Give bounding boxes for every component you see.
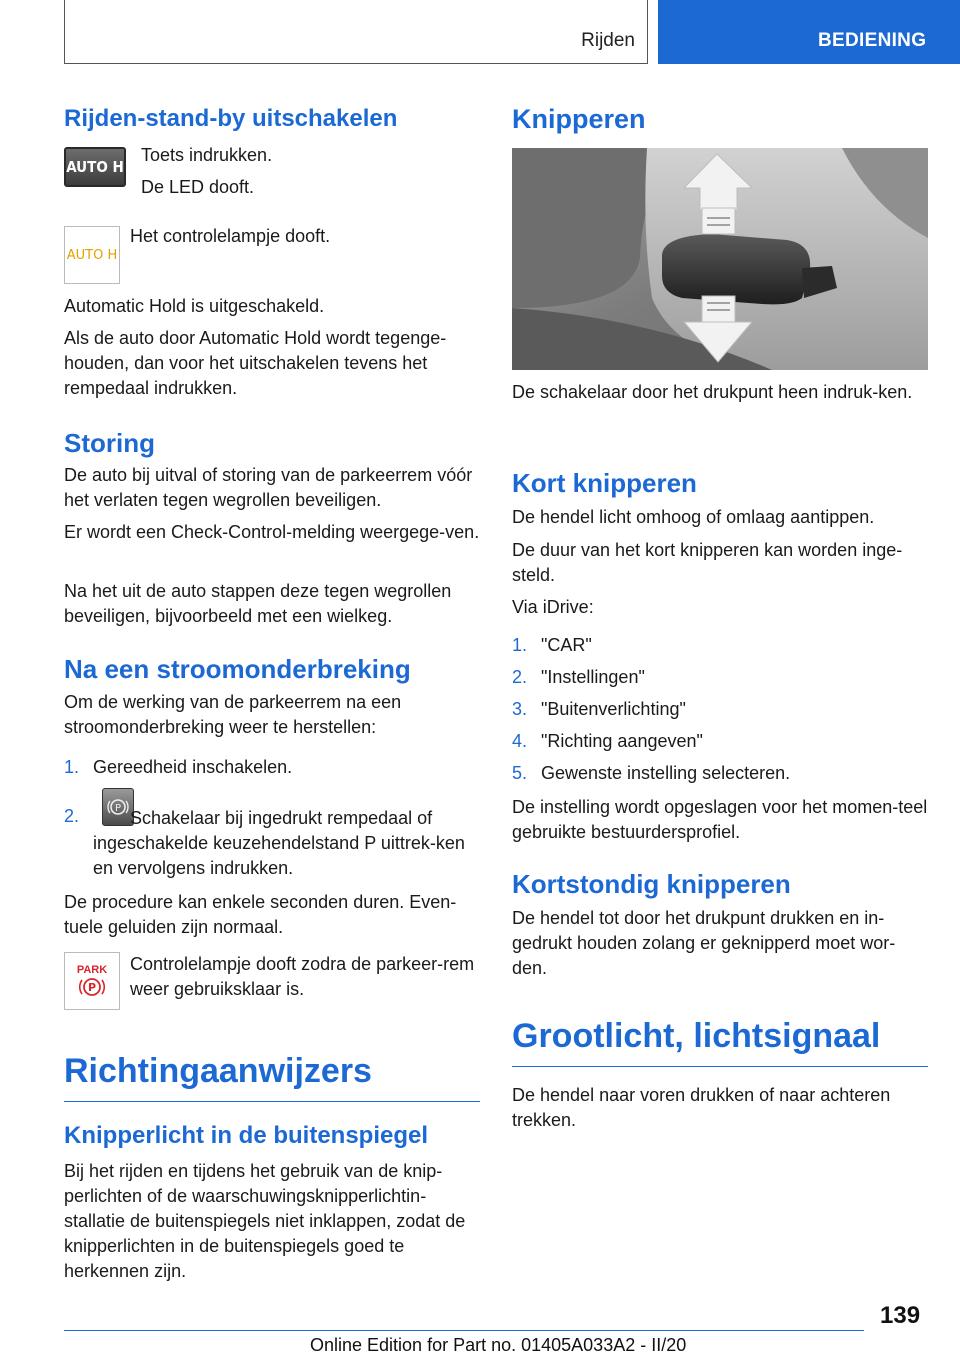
heading-buitenspiegel: Knipperlicht in de buitenspiegel — [64, 1122, 429, 1149]
page-number: 139 — [880, 1302, 921, 1329]
header-chapter-tab — [658, 0, 960, 64]
header-chapter-label: BEDIENING — [818, 30, 927, 51]
list-item: 5. Gewenste instelling selecteren. — [512, 763, 791, 783]
autoh-button-icon: AUTO H — [64, 147, 126, 187]
standby-text-5: Als de auto door Automatic Hold wordt tegenge-houden, dan voor het uitschakelen tevens het rempedaal indrukken. — [64, 328, 447, 398]
heading-stroomonderbreking: Na een stroomonderbreking — [64, 654, 411, 684]
stroom-text-2: De procedure kan enkele seconden duren. Even-tuele geluiden zijn normaal. — [64, 892, 457, 937]
autoh-lamp-icon: AUTO H — [64, 226, 120, 284]
standby-text-3: Het controlelampje dooft. — [130, 226, 331, 246]
stroom-steps-list — [64, 755, 480, 780]
turn-signal-lever-photo — [512, 148, 928, 370]
stroom-text-1: Om de werking van de parkeerrem na een stroomonderbreking weer te herstellen: — [64, 692, 402, 737]
heading-knipperen: Knipperen — [512, 104, 646, 134]
heading-standby: Rijden-stand-by uitschakelen — [64, 105, 398, 132]
kort-text-4: De instelling wordt opgeslagen voor het momen-teel gebruikte bestuurdersprofiel. — [512, 797, 928, 842]
header-section-box — [64, 0, 648, 64]
park-lamp-icon: PARK P — [64, 952, 120, 1010]
list-item: 4. "Richting aangeven" — [512, 731, 703, 751]
spiegel-text-1: Bij het rijden en tijdens het gebruik van de knip-perlichten of de waarschuwingsknipperlichtin-stallatie de buitenspiegels niet inklappen, zodat de knipperlichten in de buitenspiegels goed te herkennen zijn. — [64, 1161, 466, 1281]
standby-text-2: De LED dooft. — [141, 177, 255, 197]
heading-kortstondig: Kortstondig knipperen — [512, 869, 791, 899]
kort-text-3: Via iDrive: — [512, 597, 594, 617]
heading-richtingaanwijzers: Richtingaanwijzers — [64, 1049, 480, 1102]
stroom-step-2-text: Schakelaar bij ingedrukt rempedaal of ingeschakelde keuzehendelstand P uittrek-ken en vervolgens indrukken. — [93, 808, 465, 878]
heading-storing: Storing — [64, 428, 155, 458]
kort-text-2: De duur van het kort knipperen kan worden inge-steld. — [512, 540, 903, 585]
footer-edition: Online Edition for Part no. 01405A033A2 - II/20 — [310, 1335, 687, 1355]
standby-text-1: Toets indrukken. — [141, 145, 273, 165]
svg-text:P: P — [87, 981, 97, 994]
stroom-text-3: Controlelampje dooft zodra de parkeer-rem weer gebruiksklaar is. — [130, 954, 475, 999]
footer-divider — [64, 1330, 864, 1331]
list-item: 1. Gereedheid inschakelen. — [64, 757, 293, 777]
heading-kort-knipperen: Kort knipperen — [512, 468, 697, 498]
knipperen-text-1: De schakelaar door het drukpunt heen indruk-ken. — [512, 382, 913, 402]
storing-text-3: Na het uit de auto stappen deze tegen wegrollen beveiligen, bijvoorbeeld met een wielkeg. — [64, 581, 452, 626]
kortstondig-text-1: De hendel tot door het drukpunt drukken en in-gedrukt houden zolang er geknipperd moet wor-den. — [512, 908, 896, 978]
groot-text-1: De hendel naar voren drukken of naar achteren trekken. — [512, 1085, 891, 1130]
svg-text:P: P — [114, 803, 122, 814]
heading-grootlicht: Grootlicht, lichtsignaal — [512, 1014, 928, 1067]
list-item: 3. "Buitenverlichting" — [512, 699, 686, 719]
storing-text-1: De auto bij uitval of storing van de parkeerrem vóór het verlaten tegen wegrollen beveiligen. — [64, 465, 473, 510]
storing-text-2: Er wordt een Check-Control-melding weergege-ven. — [64, 522, 480, 542]
list-item: 2. "Instellingen" — [512, 667, 645, 687]
stroom-step-2-num: 2. — [64, 806, 80, 826]
kort-steps-list — [512, 633, 928, 786]
list-item: 1. "CAR" — [512, 635, 592, 655]
standby-text-4: Automatic Hold is uitgeschakeld. — [64, 296, 325, 316]
header-section-label: Rijden — [581, 30, 635, 51]
kort-text-1: De hendel licht omhoog of omlaag aantippen. — [512, 507, 875, 527]
